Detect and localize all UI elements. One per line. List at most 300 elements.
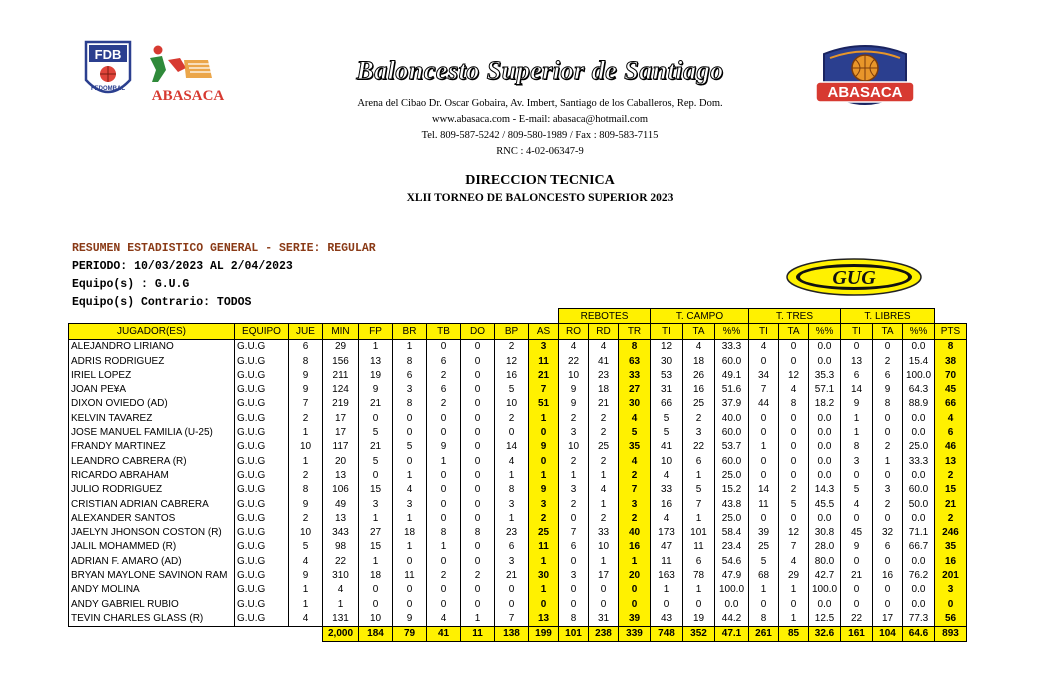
table-row: [69, 454, 967, 468]
column-header-row: [69, 324, 967, 339]
total-tl-ti: 161: [841, 626, 873, 641]
cell-t3-ta: 0: [779, 597, 809, 611]
cell-equipo: G.U.G: [235, 497, 289, 511]
cell-br: 0: [393, 583, 427, 597]
cell-tl-pct: 0.0: [903, 554, 935, 568]
cell-tc-ti: 0: [651, 597, 683, 611]
table-row: [69, 483, 967, 497]
cell-tl-ta: 16: [873, 568, 903, 582]
cell-equipo: G.U.G: [235, 611, 289, 626]
column-header-fp: FP: [359, 324, 393, 339]
total-tb: 41: [427, 626, 461, 641]
column-header-t3-pct: %%: [809, 324, 841, 339]
cell-tc-ti: 30: [651, 354, 683, 368]
total-tc-ti: 748: [651, 626, 683, 641]
column-header-t3-ti: TI: [749, 324, 779, 339]
cell-jugador: LEANDRO CABRERA (R): [69, 454, 235, 468]
cell-tc-ti: 5: [651, 411, 683, 425]
cell-br: 1: [393, 511, 427, 525]
cell-tc-pct: 43.8: [715, 497, 749, 511]
cell-do: 0: [461, 540, 495, 554]
cell-tc-ta: 22: [683, 440, 715, 454]
cell-equipo: G.U.G: [235, 597, 289, 611]
cell-pts: 38: [935, 354, 967, 368]
cell-as: 3: [529, 339, 559, 354]
cell-ro: 22: [559, 354, 589, 368]
table-row: [69, 468, 967, 482]
cell-tc-ti: 41: [651, 440, 683, 454]
abasaca-badge-logo: [810, 40, 920, 120]
cell-t3-pct: 0.0: [809, 440, 841, 454]
cell-tc-ti: 173: [651, 525, 683, 539]
cell-do: 0: [461, 454, 495, 468]
table-row: [69, 382, 967, 396]
total-tl-pct: 64.6: [903, 626, 935, 641]
cell-tl-pct: 0.0: [903, 411, 935, 425]
total-tc-ta: 352: [683, 626, 715, 641]
cell-fp: 15: [359, 483, 393, 497]
abasaca-logo-text: ABASACA: [151, 88, 225, 104]
cell-tl-ta: 0: [873, 583, 903, 597]
cell-ro: 2: [559, 411, 589, 425]
cell-tc-ta: 78: [683, 568, 715, 582]
cell-min: 17: [323, 411, 359, 425]
cell-ro: 10: [559, 440, 589, 454]
cell-min: 310: [323, 568, 359, 582]
cell-t3-pct: 35.3: [809, 368, 841, 382]
cell-bp: 23: [495, 525, 529, 539]
cell-jue: 4: [289, 554, 323, 568]
column-header-rd: RD: [589, 324, 619, 339]
cell-tl-ta: 17: [873, 611, 903, 626]
cell-tr: 27: [619, 382, 651, 396]
fedombal-text: FEDOMBAL: [91, 86, 125, 92]
cell-min: 49: [323, 497, 359, 511]
cell-tl-ta: 3: [873, 483, 903, 497]
cell-equipo: G.U.G: [235, 425, 289, 439]
cell-tc-ti: 53: [651, 368, 683, 382]
cell-tc-pct: 25.0: [715, 468, 749, 482]
cell-do: 0: [461, 411, 495, 425]
column-header-br: BR: [393, 324, 427, 339]
cell-tl-ti: 8: [841, 440, 873, 454]
cell-tb: 1: [427, 540, 461, 554]
cell-t3-pct: 18.2: [809, 397, 841, 411]
cell-bp: 8: [495, 483, 529, 497]
period-line: PERIODO: 10/03/2023 AL 2/04/2023: [72, 260, 293, 273]
column-header-tl-ta: TA: [873, 324, 903, 339]
cell-jue: 9: [289, 368, 323, 382]
cell-ro: 6: [559, 540, 589, 554]
cell-pts: 15: [935, 483, 967, 497]
cell-pts: 16: [935, 554, 967, 568]
cell-jue: 4: [289, 611, 323, 626]
column-header-pts: PTS: [935, 324, 967, 339]
cell-jue: 1: [289, 583, 323, 597]
cell-do: 0: [461, 382, 495, 396]
cell-rd: 1: [589, 554, 619, 568]
cell-pts: 6: [935, 425, 967, 439]
cell-tc-pct: 37.9: [715, 397, 749, 411]
cell-t3-ta: 1: [779, 583, 809, 597]
table-row: [69, 339, 967, 354]
cell-jue: 2: [289, 411, 323, 425]
cell-t3-ti: 0: [749, 354, 779, 368]
cell-tl-ti: 9: [841, 540, 873, 554]
cell-tb: 0: [427, 425, 461, 439]
cell-pts: 0: [935, 597, 967, 611]
cell-tc-ta: 16: [683, 382, 715, 396]
cell-do: 0: [461, 397, 495, 411]
cell-tl-ta: 6: [873, 540, 903, 554]
cell-fp: 10: [359, 611, 393, 626]
cell-t3-pct: 0.0: [809, 354, 841, 368]
cell-tc-ta: 1: [683, 511, 715, 525]
cell-t3-ta: 12: [779, 525, 809, 539]
cell-rd: 18: [589, 382, 619, 396]
cell-tc-pct: 60.0: [715, 425, 749, 439]
cell-rd: 4: [589, 483, 619, 497]
cell-tc-ti: 10: [651, 454, 683, 468]
cell-min: 156: [323, 354, 359, 368]
cell-as: 9: [529, 483, 559, 497]
column-header-t3-ta: TA: [779, 324, 809, 339]
fdb-text: FDB: [94, 47, 122, 62]
cell-ro: 0: [559, 554, 589, 568]
cell-tc-ta: 5: [683, 483, 715, 497]
cell-min: 343: [323, 525, 359, 539]
cell-fp: 0: [359, 411, 393, 425]
cell-pts: 45: [935, 382, 967, 396]
cell-ro: 10: [559, 368, 589, 382]
cell-tb: 0: [427, 411, 461, 425]
cell-rd: 31: [589, 611, 619, 626]
cell-jugador: IRIEL LOPEZ: [69, 368, 235, 382]
cell-t3-pct: 12.5: [809, 611, 841, 626]
cell-as: 0: [529, 425, 559, 439]
cell-tl-pct: 33.3: [903, 454, 935, 468]
cell-min: 211: [323, 368, 359, 382]
cell-tc-ti: 43: [651, 611, 683, 626]
cell-jugador: DIXON OVIEDO (AD): [69, 397, 235, 411]
cell-ro: 7: [559, 525, 589, 539]
cell-tl-ti: 9: [841, 397, 873, 411]
cell-br: 3: [393, 497, 427, 511]
cell-do: 1: [461, 611, 495, 626]
cell-tl-pct: 77.3: [903, 611, 935, 626]
cell-do: 0: [461, 440, 495, 454]
cell-fp: 0: [359, 468, 393, 482]
column-header-tc-pct: %%: [715, 324, 749, 339]
cell-t3-pct: 0.0: [809, 425, 841, 439]
cell-t3-ti: 0: [749, 454, 779, 468]
summary-block: [72, 240, 376, 312]
cell-jugador: JULIO RODRIGUEZ: [69, 483, 235, 497]
cell-jugador: RICARDO ABRAHAM: [69, 468, 235, 482]
cell-fp: 3: [359, 497, 393, 511]
total-tc-pct: 47.1: [715, 626, 749, 641]
cell-ro: 4: [559, 339, 589, 354]
column-header-tc-ti: TI: [651, 324, 683, 339]
cell-tr: 40: [619, 525, 651, 539]
group-t-tres: T. TRES: [749, 309, 841, 324]
cell-bp: 1: [495, 511, 529, 525]
cell-tr: 0: [619, 583, 651, 597]
cell-tl-ti: 45: [841, 525, 873, 539]
cell-t3-pct: 57.1: [809, 382, 841, 396]
cell-br: 18: [393, 525, 427, 539]
total-as: 199: [529, 626, 559, 641]
cell-rd: 2: [589, 411, 619, 425]
rnc-line: RNC : 4-02-06347-9: [496, 146, 584, 157]
cell-t3-pct: 28.0: [809, 540, 841, 554]
cell-equipo: G.U.G: [235, 368, 289, 382]
cell-t3-ta: 1: [779, 611, 809, 626]
cell-tb: 2: [427, 568, 461, 582]
cell-tl-ti: 1: [841, 425, 873, 439]
cell-tc-pct: 15.2: [715, 483, 749, 497]
cell-bp: 0: [495, 597, 529, 611]
cell-tc-ta: 26: [683, 368, 715, 382]
cell-tl-ta: 9: [873, 382, 903, 396]
cell-fp: 5: [359, 454, 393, 468]
cell-t3-ti: 1: [749, 583, 779, 597]
cell-t3-pct: 80.0: [809, 554, 841, 568]
cell-fp: 5: [359, 425, 393, 439]
cell-t3-pct: 30.8: [809, 525, 841, 539]
cell-tr: 63: [619, 354, 651, 368]
cell-equipo: G.U.G: [235, 411, 289, 425]
direction-title: DIRECCION TECNICA: [465, 173, 615, 188]
cell-fp: 19: [359, 368, 393, 382]
total-bp: 138: [495, 626, 529, 641]
cell-br: 4: [393, 483, 427, 497]
cell-fp: 27: [359, 525, 393, 539]
cell-tc-ta: 6: [683, 454, 715, 468]
cell-min: 20: [323, 454, 359, 468]
cell-pts: 201: [935, 568, 967, 582]
cell-as: 0: [529, 454, 559, 468]
cell-equipo: G.U.G: [235, 468, 289, 482]
cell-as: 1: [529, 554, 559, 568]
cell-t3-pct: 14.3: [809, 483, 841, 497]
cell-t3-ta: 0: [779, 440, 809, 454]
cell-do: 0: [461, 597, 495, 611]
cell-t3-ta: 0: [779, 468, 809, 482]
cell-tl-pct: 25.0: [903, 440, 935, 454]
cell-t3-ti: 0: [749, 411, 779, 425]
cell-equipo: G.U.G: [235, 483, 289, 497]
cell-min: 29: [323, 339, 359, 354]
cell-tl-ti: 0: [841, 468, 873, 482]
cell-rd: 2: [589, 425, 619, 439]
cell-min: 117: [323, 440, 359, 454]
cell-ro: 1: [559, 468, 589, 482]
cell-tr: 7: [619, 483, 651, 497]
cell-tb: 0: [427, 583, 461, 597]
cell-bp: 7: [495, 611, 529, 626]
cell-do: 0: [461, 483, 495, 497]
abasaca-badge-text: ABASACA: [827, 84, 903, 101]
cell-tc-ta: 7: [683, 497, 715, 511]
cell-jugador: ADRIS RODRIGUEZ: [69, 354, 235, 368]
cell-tl-ta: 0: [873, 468, 903, 482]
cell-tl-pct: 15.4: [903, 354, 935, 368]
gug-team-logo: [785, 257, 923, 297]
cell-fp: 1: [359, 511, 393, 525]
cell-ro: 0: [559, 511, 589, 525]
cell-jugador: BRYAN MAYLONE SAVINON RAM: [69, 568, 235, 582]
cell-as: 1: [529, 411, 559, 425]
cell-ro: 3: [559, 425, 589, 439]
cell-do: 0: [461, 339, 495, 354]
cell-tc-ti: 5: [651, 425, 683, 439]
team-line: Equipo(s) : G.U.G: [72, 278, 190, 291]
cell-as: 11: [529, 354, 559, 368]
cell-tr: 30: [619, 397, 651, 411]
cell-min: 131: [323, 611, 359, 626]
cell-pts: 35: [935, 540, 967, 554]
cell-tl-ta: 0: [873, 511, 903, 525]
cell-do: 0: [461, 425, 495, 439]
cell-jugador: ANDY GABRIEL RUBIO: [69, 597, 235, 611]
cell-tc-pct: 49.1: [715, 368, 749, 382]
total-min: 2,000: [323, 626, 359, 641]
table-row: [69, 540, 967, 554]
cell-tl-ta: 2: [873, 354, 903, 368]
cell-tr: 0: [619, 597, 651, 611]
cell-pts: 70: [935, 368, 967, 382]
cell-pts: 2: [935, 511, 967, 525]
cell-jue: 6: [289, 339, 323, 354]
cell-tr: 39: [619, 611, 651, 626]
column-header-as: AS: [529, 324, 559, 339]
cell-fp: 21: [359, 440, 393, 454]
table-row: [69, 597, 967, 611]
cell-tr: 5: [619, 425, 651, 439]
total-br: 79: [393, 626, 427, 641]
cell-equipo: G.U.G: [235, 454, 289, 468]
cell-tl-pct: 64.3: [903, 382, 935, 396]
cell-t3-ta: 8: [779, 397, 809, 411]
cell-do: 0: [461, 497, 495, 511]
cell-pts: 2: [935, 468, 967, 482]
cell-bp: 1: [495, 468, 529, 482]
cell-min: 22: [323, 554, 359, 568]
cell-fp: 1: [359, 554, 393, 568]
cell-t3-ti: 44: [749, 397, 779, 411]
cell-as: 21: [529, 368, 559, 382]
cell-tl-ti: 21: [841, 568, 873, 582]
cell-equipo: G.U.G: [235, 382, 289, 396]
cell-jue: 1: [289, 425, 323, 439]
cell-br: 3: [393, 382, 427, 396]
cell-t3-ti: 0: [749, 468, 779, 482]
cell-as: 3: [529, 497, 559, 511]
cell-tc-pct: 0.0: [715, 597, 749, 611]
cell-tb: 0: [427, 468, 461, 482]
cell-pts: 46: [935, 440, 967, 454]
cell-tl-ti: 0: [841, 339, 873, 354]
column-header-jugador: JUGADOR(ES): [69, 324, 235, 339]
cell-jugador: JAELYN JHONSON COSTON (R): [69, 525, 235, 539]
cell-tl-ti: 0: [841, 583, 873, 597]
cell-tl-ta: 0: [873, 339, 903, 354]
cell-pts: 246: [935, 525, 967, 539]
cell-tl-pct: 66.7: [903, 540, 935, 554]
cell-t3-ti: 39: [749, 525, 779, 539]
cell-rd: 10: [589, 540, 619, 554]
cell-equipo: G.U.G: [235, 525, 289, 539]
cell-do: 2: [461, 568, 495, 582]
table-row: [69, 411, 967, 425]
column-header-min: MIN: [323, 324, 359, 339]
cell-tb: 0: [427, 597, 461, 611]
cell-tc-ta: 1: [683, 583, 715, 597]
cell-equipo: G.U.G: [235, 583, 289, 597]
cell-t3-ta: 7: [779, 540, 809, 554]
cell-tl-pct: 0.0: [903, 468, 935, 482]
stats-table: [68, 308, 967, 642]
table-body: [69, 339, 967, 626]
cell-fp: 0: [359, 597, 393, 611]
cell-jugador: JALIL MOHAMMED (R): [69, 540, 235, 554]
cell-as: 2: [529, 511, 559, 525]
cell-bp: 4: [495, 454, 529, 468]
cell-tb: 4: [427, 611, 461, 626]
cell-tc-pct: 60.0: [715, 354, 749, 368]
cell-t3-ti: 8: [749, 611, 779, 626]
cell-tc-pct: 47.9: [715, 568, 749, 582]
cell-tr: 2: [619, 468, 651, 482]
cell-tl-pct: 50.0: [903, 497, 935, 511]
cell-t3-pct: 100.0: [809, 583, 841, 597]
cell-tl-pct: 0.0: [903, 597, 935, 611]
total-rd: 238: [589, 626, 619, 641]
cell-tc-pct: 58.4: [715, 525, 749, 539]
total-t3-ta: 85: [779, 626, 809, 641]
cell-ro: 0: [559, 597, 589, 611]
cell-tl-pct: 71.1: [903, 525, 935, 539]
table-row: [69, 368, 967, 382]
cell-tc-ti: 11: [651, 554, 683, 568]
address-line: Arena del Cibao Dr. Oscar Gobaira, Av. Imbert, Santiago de los Caballeros, Rep. Dom.: [357, 98, 723, 109]
cell-min: 98: [323, 540, 359, 554]
cell-tb: 0: [427, 497, 461, 511]
total-pts: 893: [935, 626, 967, 641]
cell-tc-pct: 44.2: [715, 611, 749, 626]
cell-tl-ti: 5: [841, 483, 873, 497]
cell-tr: 16: [619, 540, 651, 554]
cell-fp: 13: [359, 354, 393, 368]
total-jue: [289, 626, 323, 641]
cell-tc-ta: 19: [683, 611, 715, 626]
cell-tr: 2: [619, 511, 651, 525]
cell-ro: 9: [559, 382, 589, 396]
cell-tl-ti: 22: [841, 611, 873, 626]
cell-tc-ta: 101: [683, 525, 715, 539]
cell-jue: 9: [289, 497, 323, 511]
cell-rd: 0: [589, 583, 619, 597]
cell-as: 13: [529, 611, 559, 626]
cell-tr: 20: [619, 568, 651, 582]
cell-do: 8: [461, 525, 495, 539]
cell-tc-ti: 47: [651, 540, 683, 554]
table-row: [69, 525, 967, 539]
cell-bp: 6: [495, 540, 529, 554]
cell-t3-pct: 0.0: [809, 454, 841, 468]
cell-fp: 9: [359, 382, 393, 396]
